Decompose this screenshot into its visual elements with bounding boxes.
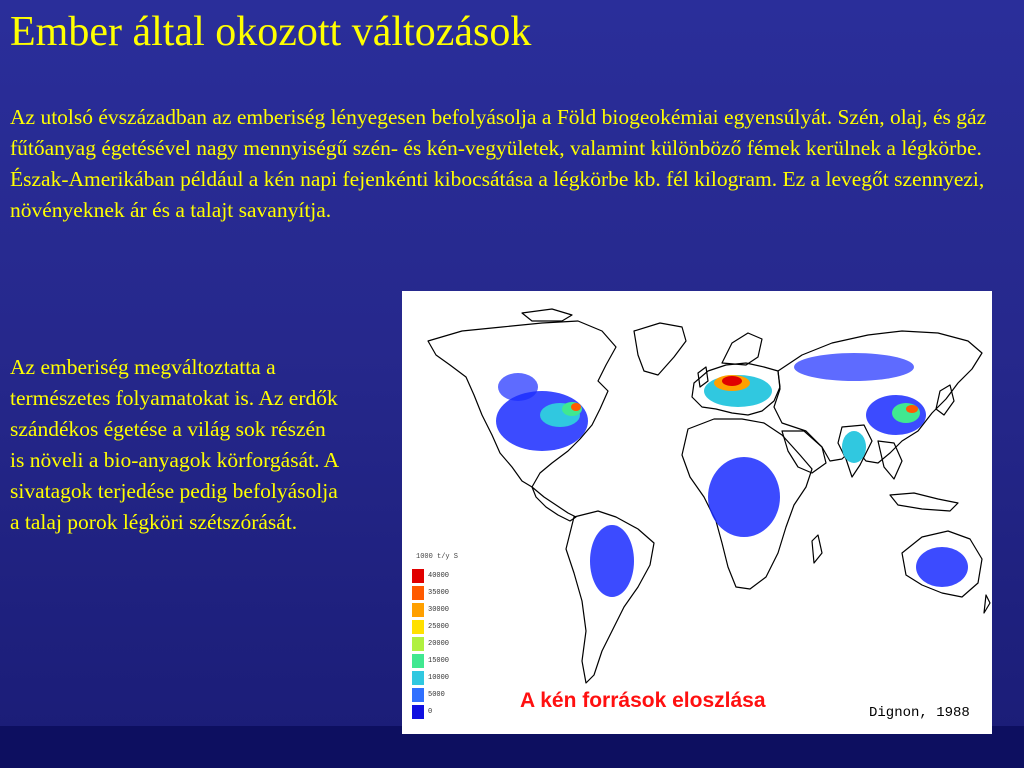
intro-paragraph: Az utolsó évszázadban az emberiség lényegesen befolyásolja a Föld biogeokémiai egyensúlyát. Szén, olaj, és gáz fűtőanyag égetésével nagy mennyiségű szén- és kén-vegyületek, valamint különböző fémek kerülnek a légkörbe. Észak-Amerikában például a kén napi fejenkénti kibocsátása a légkörbe kb. fél kilogram. Ez a levegőt szennyezi, növényeknek ár és a talajt savanyítja. (10, 105, 987, 222)
legend-title: 1000 t/y S (416, 553, 459, 561)
africa-emissions (708, 457, 780, 537)
new-zealand-outline (984, 595, 990, 613)
arabia-outline (782, 431, 826, 473)
legend-swatch (412, 569, 424, 583)
india-emissions (842, 431, 866, 463)
madagascar-outline (812, 535, 822, 563)
south-america-emissions (590, 525, 634, 597)
australia-emissions (916, 547, 968, 587)
legend-row (412, 688, 462, 702)
scandinavia-outline (722, 333, 762, 365)
europe-hot-emissions (722, 376, 742, 386)
world-map-graphic (402, 291, 992, 734)
emission-hotspots (496, 353, 968, 597)
us-east-hot-emissions (571, 403, 581, 411)
legend-swatch (412, 620, 424, 634)
legend-row (412, 586, 462, 600)
legend-row (412, 603, 462, 617)
legend-label: 25000 (428, 623, 450, 631)
slide-title: Ember által okozott változások (10, 9, 532, 55)
map-caption: A kén források eloszlása (520, 689, 766, 712)
legend-swatch (412, 705, 424, 719)
legend-row (412, 705, 462, 719)
legend-label: 20000 (428, 640, 450, 648)
legend-row (412, 620, 462, 634)
legend-swatch (412, 637, 424, 651)
legend-label: 35000 (428, 589, 450, 597)
north-america-west-emissions (498, 373, 538, 401)
uk-outline (698, 367, 708, 387)
legend-swatch (412, 654, 424, 668)
sulfur-sources-world-map (402, 291, 992, 734)
legend-label: 30000 (428, 606, 450, 614)
legend-swatch (412, 671, 424, 685)
legend-label: 15000 (428, 657, 450, 665)
greenland-outline (634, 323, 686, 375)
emission-legend (412, 553, 462, 725)
legend-swatch (412, 688, 424, 702)
map-credit: Dignon, 1988 (869, 705, 970, 721)
arctic-islands-outline (522, 309, 572, 321)
legend-swatch (412, 586, 424, 600)
russia-emissions (794, 353, 914, 381)
central-america-outline (532, 487, 576, 521)
legend-label: 40000 (428, 572, 450, 580)
legend-row (412, 654, 462, 668)
legend-row (412, 569, 462, 583)
legend-label: 5000 (428, 691, 445, 699)
legend-label: 10000 (428, 674, 450, 682)
legend-row (412, 637, 462, 651)
legend-label: 0 (428, 708, 433, 716)
indonesia-outline (890, 493, 958, 511)
side-paragraph: Az emberiség megváltoztatta a természetes folyamatokat is. Az erdők szándékos égetése a világ sok részén is növeli a bio-anyagok körforgását. A sivatagok terjedése pedig befolyásolja a talaj porok légköri szétszórását. (10, 355, 339, 534)
legend-swatch (412, 603, 424, 617)
legend-row (412, 671, 462, 685)
china-hot-emissions (906, 405, 918, 413)
